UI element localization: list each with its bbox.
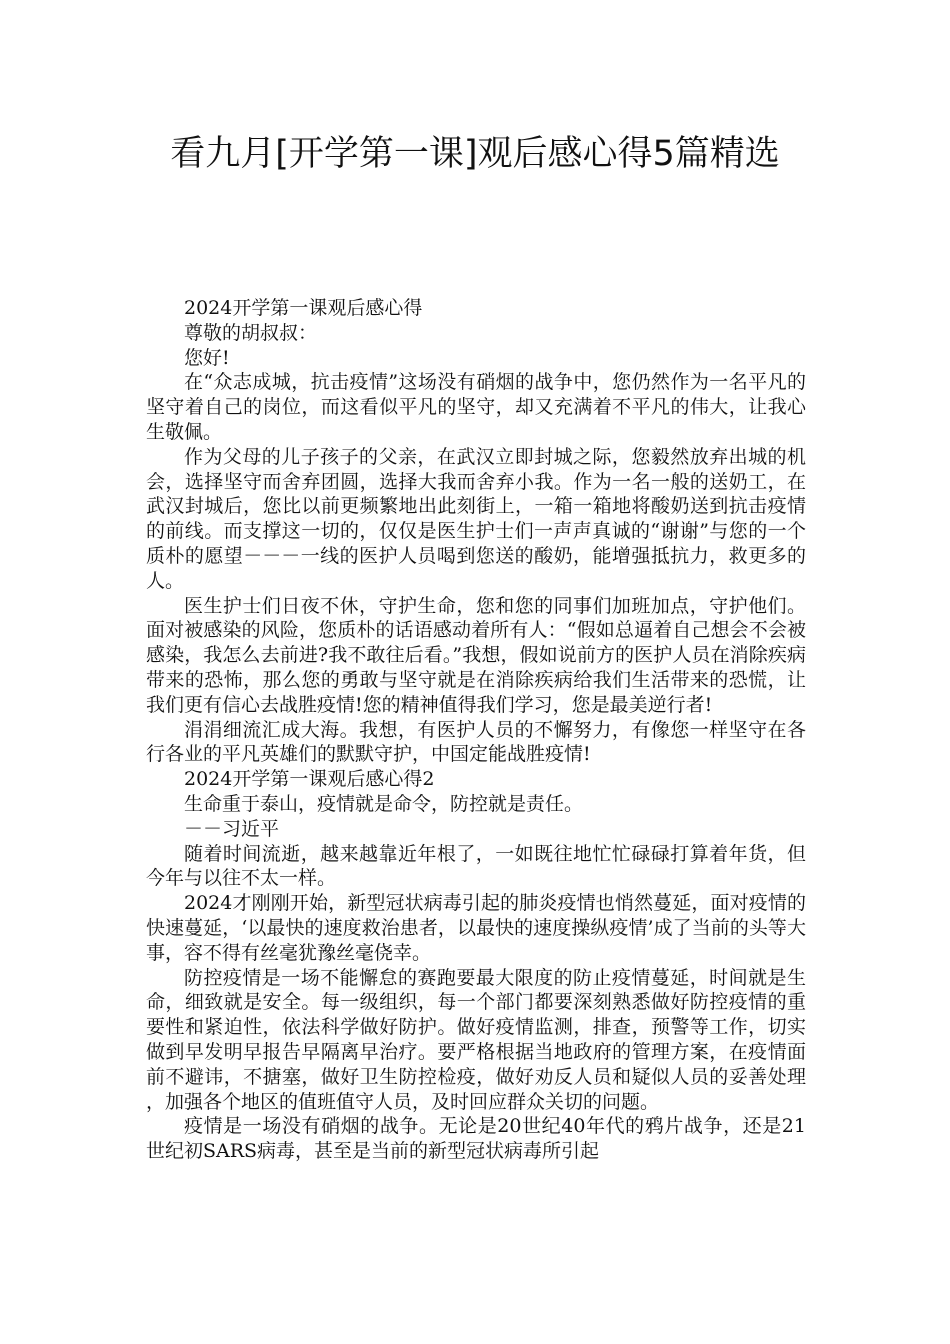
paragraph: 随着时间流逝，越来越靠近年根了，一如既往地忙忙碌碌打算着年货，但今年与以往不太一样。	[146, 842, 806, 890]
paragraph: 医生护士们日夜不休，守护生命，您和您的同事们加班加点，守护他们。面对被感染的风险，您质朴的话语感动着所有人：“假如总逼着自己想会不会被感染，我怎么去前进?我不敢往后看。”我想，假如说前方的医护人员在消除疾病带来的恐怖，那么您的勇敢与坚守就是在消除疾病给我们生活带来的恐慌，让我们更有信心去战胜疫情!您的精神值得我们学习，您是最美逆行者!	[146, 594, 806, 716]
paragraph: 生命重于泰山，疫情就是命令，防控就是责任。	[184, 792, 584, 815]
paragraph: 防控疫情是一场不能懈怠的赛跑要最大限度的防止疫情蔓延，时间就是生命，细致就是安全。每一级组织，每一个部门都要深刻熟悉做好防控疫情的重要性和紧迫性，依法科学做好防护。做好疫情监测，排查，预警等工作，切实做到早发明早报告早隔离早治疗。要严格根据当地政府的管理方案，在疫情面前不避讳，不搪塞，做好卫生防控检疫，做好劝反人员和疑似人员的妥善处理，加强各个地区的值班值守人员，及时回应群众关切的问题。	[146, 966, 806, 1113]
paragraph: －－习近平	[184, 817, 280, 840]
paragraph: 尊敬的胡叔叔：	[184, 321, 318, 344]
document-body	[146, 296, 806, 1164]
paragraph: 2024才刚刚开始，新型冠状病毒引起的肺炎疫情也悄然蔓延，面对疫情的快速蔓延，‘以最快的速度救治患者，以最快的速度操纵疫情’成了当前的头等大事，容不得有丝毫犹豫丝毫侥幸。	[146, 892, 806, 964]
paragraph: 作为父母的儿子孩子的父亲，在武汉立即封城之际，您毅然放弃出城的机会，选择坚守而舍弃团圆，选择大我而舍弃小我。作为一名一般的送奶工，在武汉封城后，您比以前更频繁地出此刻街上，一箱一箱地将酸奶送到抗击疫情的前线。而支撑这一切的，仅仅是医生护士们一声声真诚的“谢谢”与您的一个质朴的愿望－－－一线的医护人员喝到您送的酸奶，能增强抵抗力，救更多的人。	[146, 445, 806, 592]
paragraph: 您好!	[184, 346, 230, 369]
paragraph: 涓涓细流汇成大海。我想，有医护人员的不懈努力，有像您一样坚守在各行各业的平凡英雄们的默默守护，中国定能战胜疫情!	[146, 718, 806, 766]
paragraph: 2024开学第一课观后感心得2	[184, 768, 435, 791]
paragraph: 疫情是一场没有硝烟的战争。无论是20世纪40年代的鸦片战争，还是21世纪初SARS病毒，甚至是当前的新型冠状病毒所引起	[146, 1115, 806, 1163]
paragraph: 2024开学第一课观后感心得	[184, 297, 423, 319]
paragraph: 在“众志成城，抗击疫情”这场没有硝烟的战争中，您仍然作为一名平凡的坚守着自己的岗位，而这看似平凡的坚守，却又充满着不平凡的伟大，让我心生敬佩。	[146, 371, 806, 443]
document-title: 看九月[开学第一课]观后感心得5篇精选	[170, 134, 780, 174]
